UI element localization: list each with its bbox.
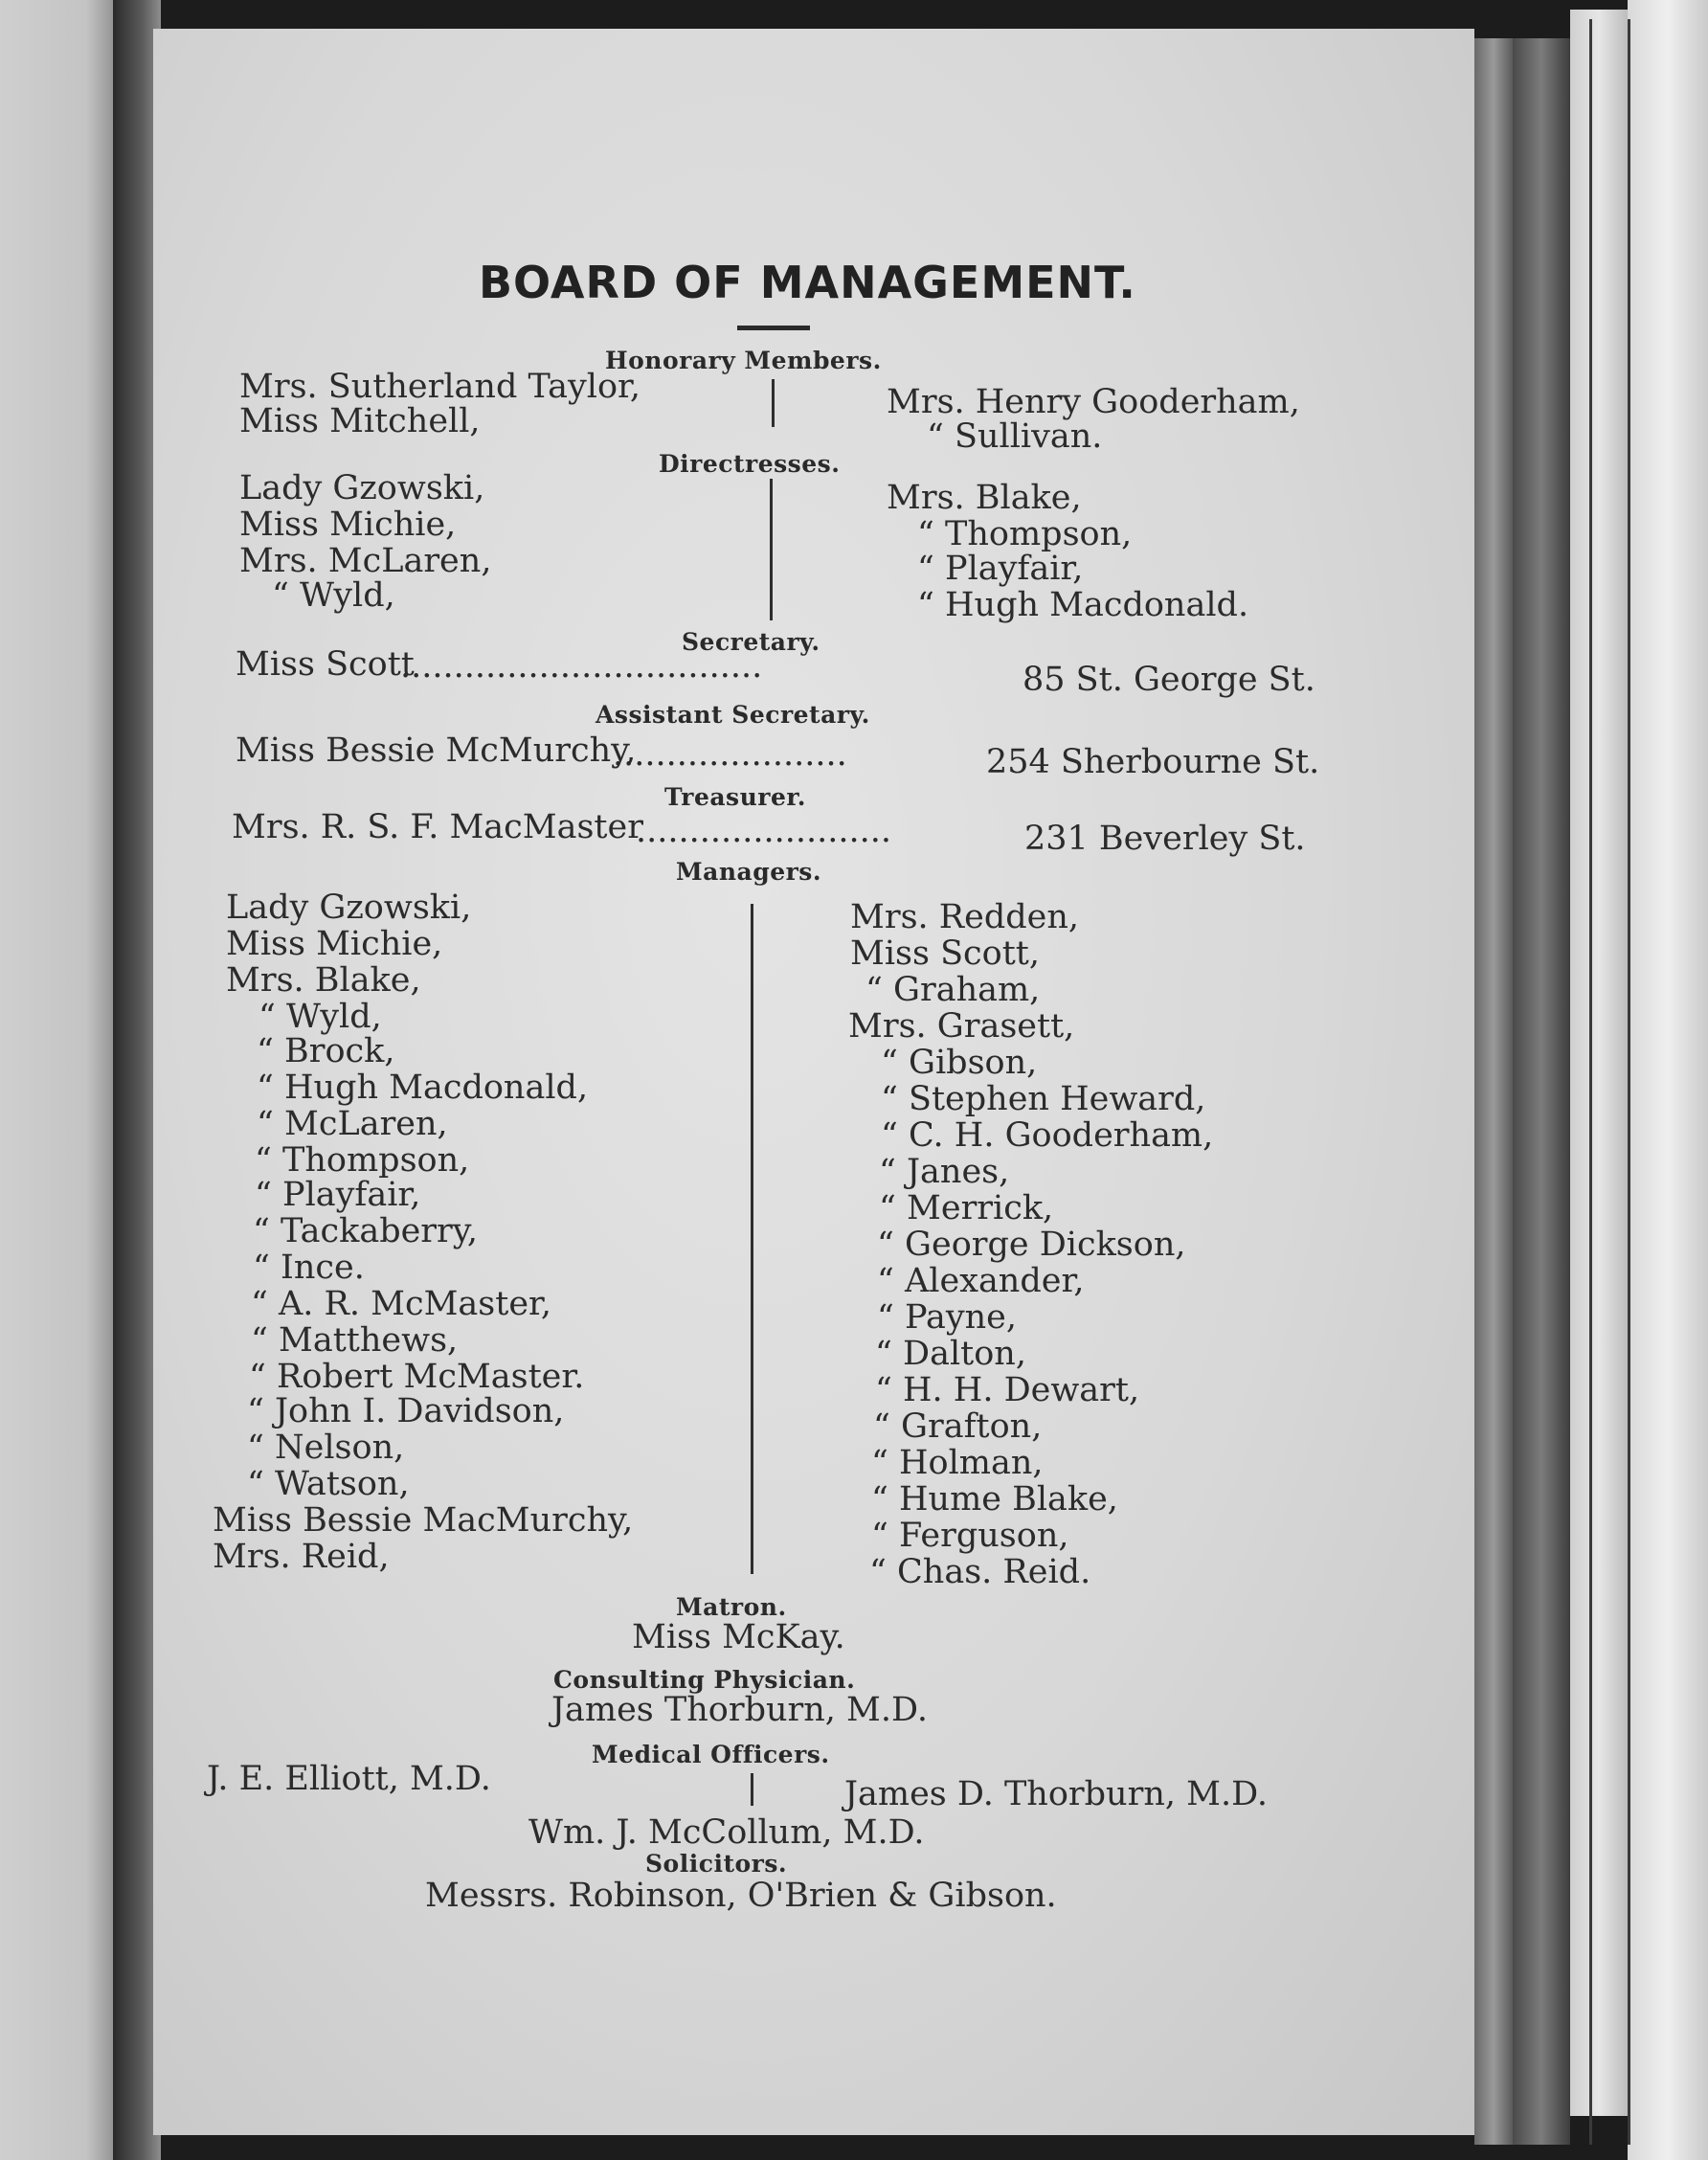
manager-right-18: “ Ferguson, [871,1517,1069,1555]
title-rule [737,326,810,330]
honorary-heading: Honorary Members. [605,347,882,374]
manager-right-6: “ Stephen Heward, [881,1080,1206,1118]
manager-right-1: Mrs. Redden, [850,898,1080,936]
page-edge [1513,38,1570,2145]
page-title: BOARD OF MANAGEMENT. [479,257,1136,308]
manager-left-10: “ Tackaberry, [253,1212,479,1250]
manager-left-2: Miss Michie, [226,925,443,963]
manager-left-18: Miss Bessie MacMurchy, [213,1501,634,1540]
manager-left-15: “ John I. Davidson, [247,1392,565,1430]
directress-left-1: Lady Gzowski, [239,469,485,507]
assistant-secretary-address: 254 Sherbourne St. [986,743,1320,781]
assistant-secretary-name: Miss Bessie McMurchy, [236,731,637,770]
medical-officer-left: J. E. Elliott, M.D. [207,1760,491,1798]
column-divider [751,904,753,1574]
treasurer-heading: Treasurer. [664,783,806,811]
treasurer-name: Mrs. R. S. F. MacMaster [232,808,643,846]
manager-left-19: Mrs. Reid, [213,1538,390,1576]
directress-left-4: “ Wyld, [272,576,395,615]
medical-officer-center: Wm. J. McCollum, M.D. [528,1813,925,1852]
manager-right-8: “ Janes, [879,1153,1010,1191]
manager-left-13: “ Matthews, [251,1321,459,1360]
assistant-secretary-leader: ...................... [613,735,847,774]
manager-right-14: “ H. H. Dewart, [875,1371,1140,1409]
manager-left-14: “ Robert McMaster. [249,1358,585,1396]
column-divider [751,1773,753,1806]
secretary-heading: Secretary. [682,628,820,656]
manager-right-10: “ George Dickson, [877,1226,1186,1264]
manager-left-12: “ A. R. McMaster, [251,1285,552,1323]
managers-heading: Managers. [676,858,822,886]
page-edge [1474,38,1513,2145]
manager-left-3: Mrs. Blake, [226,961,421,1000]
honorary-left-1: Mrs. Sutherland Taylor, [239,368,641,406]
treasurer-leader: ........................ [636,812,892,850]
manager-right-11: “ Alexander, [877,1262,1085,1300]
manager-left-5: “ Brock, [257,1032,395,1070]
manager-left-9: “ Playfair, [255,1176,421,1214]
manager-right-15: “ Grafton, [873,1407,1043,1446]
consulting-physician-heading: Consulting Physician. [553,1666,856,1694]
assistant-secretary-heading: Assistant Secretary. [596,701,870,729]
directresses-heading: Directresses. [659,450,841,478]
page-edge-line [1628,19,1630,2145]
manager-right-5: “ Gibson, [881,1044,1038,1082]
manager-right-3: “ Graham, [865,971,1041,1009]
column-divider [772,379,775,427]
manager-left-8: “ Thompson, [255,1141,470,1180]
manager-left-6: “ Hugh Macdonald, [257,1069,589,1107]
directress-left-3: Mrs. McLaren, [239,542,492,580]
manager-left-1: Lady Gzowski, [226,889,472,927]
page-edge [1628,0,1708,2160]
medical-officers-heading: Medical Officers. [592,1741,830,1768]
manager-right-7: “ C. H. Gooderham, [881,1116,1214,1155]
manager-right-12: “ Payne, [877,1298,1018,1337]
honorary-right-1: Mrs. Henry Gooderham, [887,383,1300,421]
manager-right-9: “ Merrick, [879,1189,1054,1227]
secretary-leader: .................................. [400,647,763,686]
matron-name: Miss McKay. [632,1618,845,1656]
manager-right-4: Mrs. Grasett, [848,1007,1075,1046]
directress-left-2: Miss Michie, [239,506,457,544]
medical-officer-right: James D. Thorburn, M.D. [844,1775,1269,1813]
page-edge-line [1589,19,1592,2145]
manager-right-19: “ Chas. Reid. [869,1553,1091,1591]
solicitors-heading: Solicitors. [645,1850,788,1878]
consulting-physician-name: James Thorburn, M.D. [551,1691,928,1729]
directress-right-3: “ Playfair, [917,550,1084,588]
manager-right-16: “ Holman, [871,1444,1044,1482]
solicitors-name: Messrs. Robinson, O'Brien & Gibson. [425,1877,1057,1915]
secretary-address: 85 St. George St. [1023,661,1315,699]
treasurer-address: 231 Beverley St. [1024,820,1306,858]
column-divider [770,479,773,620]
matron-heading: Matron. [676,1593,787,1621]
honorary-left-2: Miss Mitchell, [239,402,481,440]
page-edge [1570,10,1628,2116]
honorary-right-2: “ Sullivan. [927,417,1103,456]
secretary-name: Miss Scott [236,645,415,684]
manager-right-13: “ Dalton, [875,1335,1026,1373]
directress-right-2: “ Thompson, [917,515,1133,553]
manager-left-17: “ Watson, [247,1465,410,1503]
directress-right-1: Mrs. Blake, [887,479,1082,517]
manager-right-17: “ Hume Blake, [871,1480,1118,1519]
manager-left-7: “ McLaren, [257,1105,448,1143]
manager-right-2: Miss Scott, [850,934,1040,973]
manager-left-16: “ Nelson, [247,1429,405,1467]
manager-left-11: “ Ince. [253,1249,365,1287]
directress-right-4: “ Hugh Macdonald. [917,586,1249,624]
manager-left-4: “ Wyld, [258,998,382,1036]
